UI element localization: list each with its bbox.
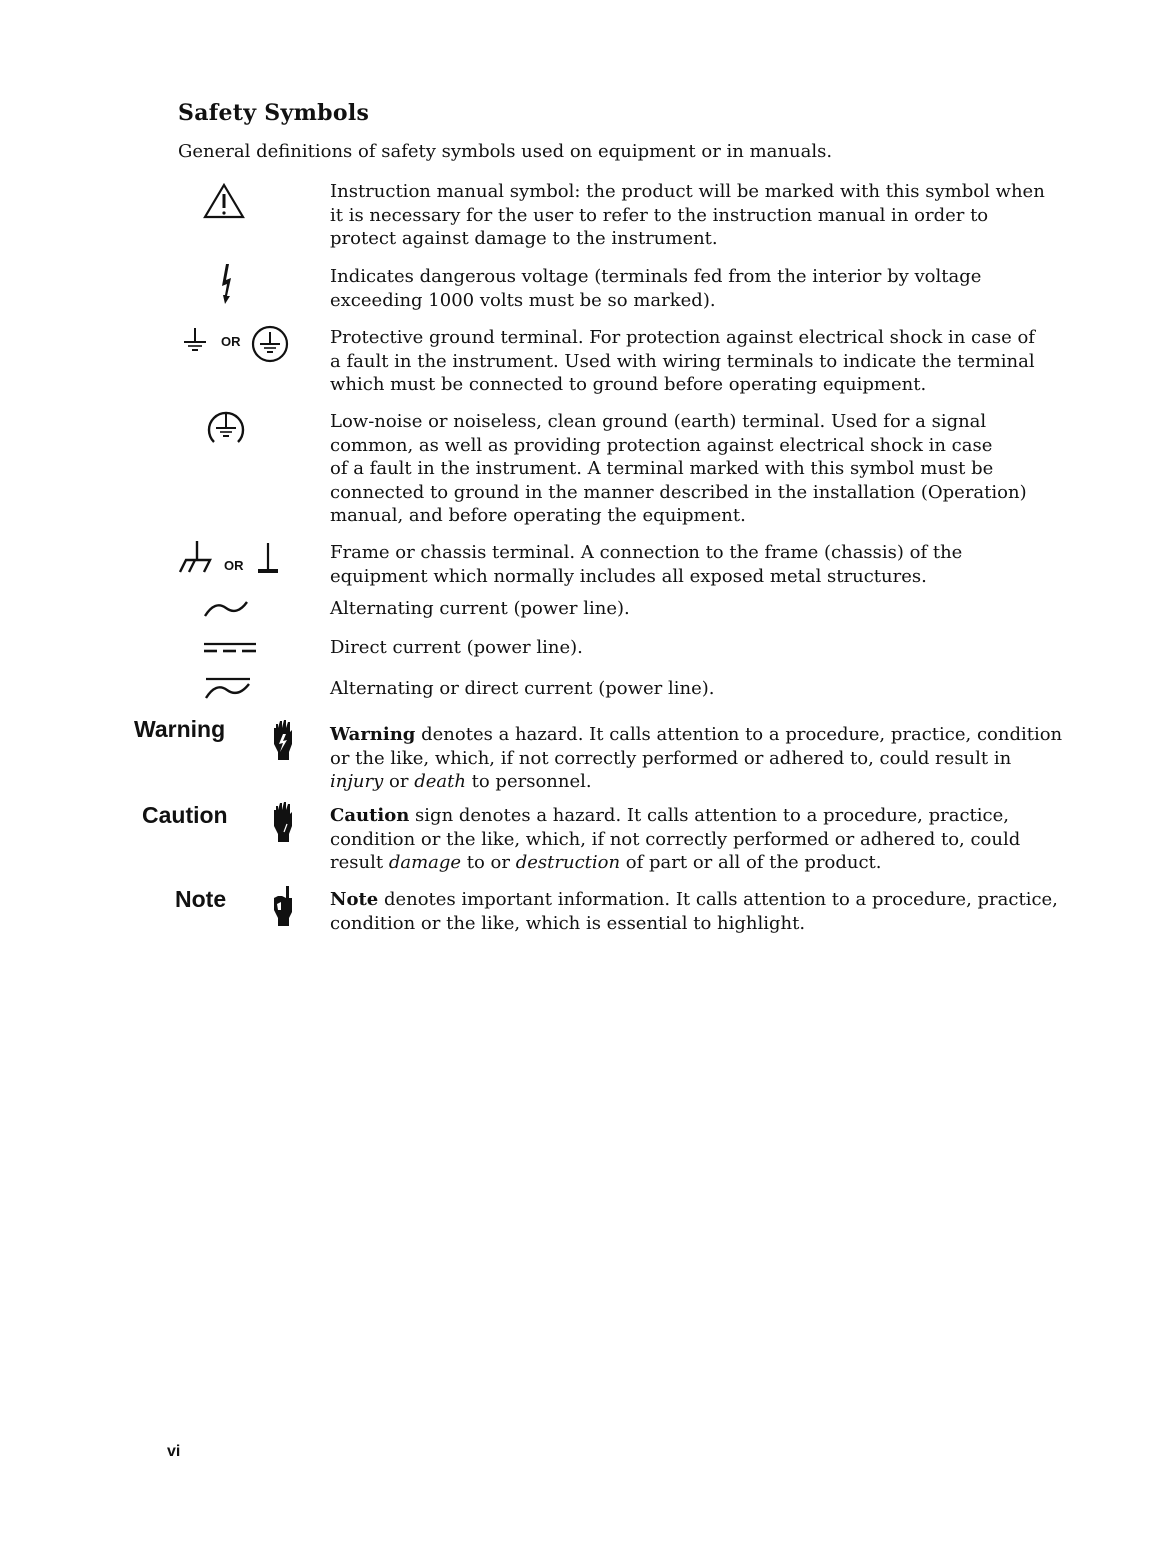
warning-label: Warning — [134, 716, 226, 742]
frame-terminal-icon — [256, 540, 280, 576]
text-segment: it is necessary for the user to refer to the instruction manual in order to — [330, 204, 989, 226]
text-segment: or — [383, 771, 415, 792]
text-segment: Low-noise or noiseless, clean ground (earth) terminal. Used for a signal — [330, 411, 987, 432]
text-segment: Protective ground terminal. For protection against electrical shock in case of — [330, 327, 1035, 348]
text-segment: Indicates dangerous voltage (terminals fed from the interior by voltage — [330, 266, 982, 287]
emphasis-text: damage — [388, 852, 462, 873]
page-number: vi — [167, 1443, 181, 1460]
text-line — [330, 373, 1120, 397]
ground-icon — [180, 324, 210, 354]
text-line — [330, 504, 1120, 528]
text-line — [330, 677, 1120, 701]
text-line — [330, 350, 1120, 374]
entry-protective-ground — [330, 326, 1120, 397]
text-segment: Alternating or direct current (power line). — [330, 678, 715, 699]
text-segment: denotes important information. It calls attention to a procedure, practice, — [378, 889, 1058, 910]
text-segment: sign denotes a hazard. It calls attention to a procedure, practice, — [409, 805, 1009, 826]
emphasis-text: death — [414, 771, 466, 792]
text-line — [330, 636, 1120, 660]
text-line — [330, 289, 1120, 313]
emphasis-text: destruction — [515, 852, 621, 873]
entry-chassis — [330, 541, 1120, 588]
text-segment: result — [330, 852, 389, 873]
text-line — [330, 457, 1120, 481]
text-segment: Frame or chassis terminal. A connection to the frame (chassis) of the — [330, 542, 963, 563]
text-line — [330, 828, 1120, 852]
caution-hand-icon — [272, 800, 294, 844]
text-segment: Direct current (power line). — [330, 637, 583, 658]
text-line — [330, 888, 1120, 912]
warning-triangle-icon — [203, 183, 245, 219]
protective-ground-icon — [250, 324, 292, 366]
text-line — [330, 180, 1120, 204]
note-hand-icon — [272, 884, 294, 928]
text-segment: a fault in the instrument. Used with wiring terminals to indicate the terminal — [330, 350, 1035, 372]
text-segment: denotes a hazard. It calls attention to a procedure, practice, condition — [415, 724, 1063, 745]
chassis-ground-icon — [172, 538, 218, 578]
text-line — [330, 326, 1120, 350]
ac-icon — [202, 598, 250, 620]
text-segment: or the like, which, if not correctly performed or adhered to, could result in — [330, 747, 1012, 769]
text-line — [330, 204, 1120, 228]
text-line — [330, 770, 1120, 794]
text-line — [330, 410, 1120, 434]
emphasis-text: injury — [330, 771, 384, 792]
text-line — [330, 227, 1120, 251]
text-segment: to or — [461, 852, 516, 873]
lightning-bolt-icon — [217, 262, 239, 306]
entry-ac — [330, 597, 1120, 621]
text-line — [330, 804, 1120, 828]
text-segment: connected to ground in the manner described in the installation (Operation) — [330, 481, 1027, 503]
warning-hand-icon — [272, 718, 294, 762]
text-segment: common, as well as providing protection against electrical shock in case — [330, 434, 993, 456]
entry-warning — [330, 723, 1120, 794]
text-segment: exceeding 1000 volts must be so marked). — [330, 289, 716, 311]
bold-term: Warning — [330, 724, 416, 745]
entry-clean-ground — [330, 410, 1120, 528]
or-label: OR — [221, 334, 241, 349]
text-line — [330, 265, 1120, 289]
entry-instruction-manual — [330, 180, 1120, 251]
entry-dc — [330, 636, 1120, 660]
entry-acdc — [330, 677, 1120, 701]
text-line — [330, 565, 1120, 589]
text-line — [330, 541, 1120, 565]
text-segment: of a fault in the instrument. A terminal marked with this symbol must be — [330, 458, 994, 479]
text-line — [330, 912, 1120, 936]
text-segment: to personnel. — [465, 771, 592, 792]
bold-term: Caution — [330, 805, 410, 826]
text-line — [330, 434, 1120, 458]
caution-label: Caution — [142, 802, 228, 828]
text-line — [330, 851, 1120, 875]
text-segment: manual, and before operating the equipment. — [330, 505, 746, 526]
clean-ground-icon — [204, 404, 248, 448]
ac-dc-icon — [202, 676, 254, 702]
bold-term: Note — [330, 889, 379, 910]
page-subtitle: General definitions of safety symbols used on equipment or in manuals. — [178, 141, 833, 162]
text-line — [330, 723, 1120, 747]
text-segment: Alternating current (power line). — [330, 598, 630, 619]
text-segment: condition or the like, which is essential to highlight. — [330, 912, 806, 934]
note-label: Note — [175, 886, 227, 912]
or-label: OR — [224, 558, 244, 573]
entry-dangerous-voltage — [330, 265, 1120, 312]
text-segment: equipment which normally includes all exposed metal structures. — [330, 565, 927, 587]
text-segment: protect against damage to the instrument. — [330, 228, 718, 249]
text-segment: condition or the like, which, if not correctly performed or adhered to, could — [330, 828, 1021, 850]
entry-caution — [330, 804, 1120, 875]
text-line — [330, 747, 1120, 771]
text-segment: of part or all of the product. — [620, 852, 882, 873]
text-segment: Instruction manual symbol: the product will be marked with this symbol when — [330, 181, 1045, 202]
page-title: Safety Symbols — [178, 100, 370, 126]
text-line — [330, 481, 1120, 505]
entry-note — [330, 888, 1120, 935]
text-line — [330, 597, 1120, 621]
dc-icon — [202, 640, 258, 656]
text-segment: which must be connected to ground before operating equipment. — [330, 374, 927, 395]
